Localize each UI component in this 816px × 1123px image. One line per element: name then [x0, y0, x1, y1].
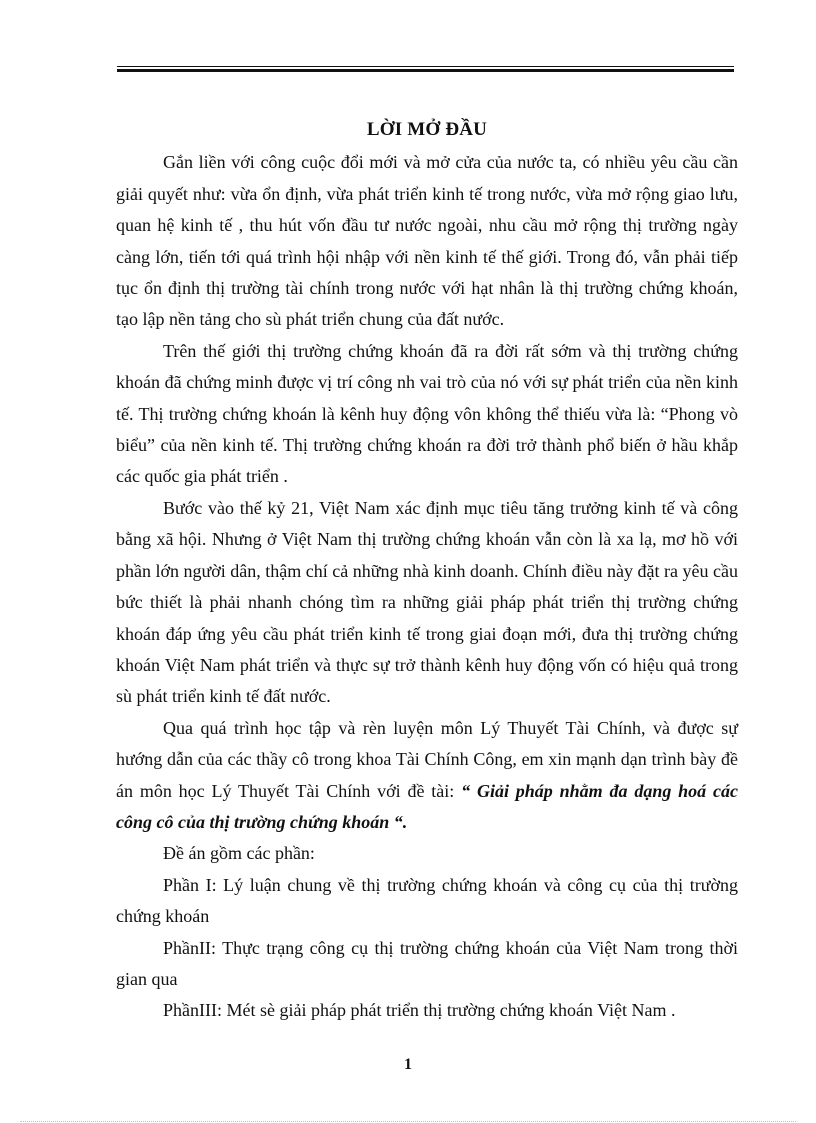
header-rule-thick [117, 69, 734, 72]
part-3: PhầnIII: Mét sè giải pháp phát triển thị trường chứng khoán Việt Nam . [163, 1000, 676, 1021]
document-title: LỜI MỞ ĐẦU [366, 119, 488, 140]
paragraph-4-text: Qua quá trình học tập và rèn luyện môn Lý Thuyết Tài Chính, và được sự hướng dẫn của các thầy cô trong khoa Tài Chính Công, em xin mạnh dạn trình bày đề án môn học Lý Thuyết Tài Chính với đề tài: [116, 717, 738, 801]
part-2: PhầnII: Thực trạng công cụ thị trường chứng khoán của Việt Nam trong thời gian qua [116, 937, 738, 989]
parts-intro: Đề án gồm các phần: [163, 843, 315, 864]
paragraph-1: Gắn liền với công cuộc đổi mới và mở cửa của nước ta, có nhiều yêu cầu cần giải quyết như: vừa ổn định, vừa phát triển kinh tế trong nước, vừa mở rộng giao lưu, quan hệ kinh tế , thu hút vốn đầu tư nước ngoài, nhu cầu mở rộng thị trường ngày càng lớn, tiến tới quá trình hội nhập với nền kinh tế thế giới. Trong đó, vẫn phải tiếp tục ổn định thị trường tài chính trong nước với hạt nhân là thị trường chứng khoán, tạo lập nền tảng cho sù phát triển chung của đất nước. [116, 152, 738, 330]
header-rule-thin [117, 66, 734, 67]
thesis-topic: “ Giải pháp nhằm đa dạng hoá các công cô của thị trường chứng khoán “. [116, 780, 738, 832]
page-bottom-border [20, 1121, 796, 1122]
page-number: 1 [404, 1056, 412, 1073]
paragraph-2: Trên thế giới thị trường chứng khoán đã ra đời rất sớm và thị trường chứng khoán đã chứng minh được vị trí công nh vai trò của nó với sự phát triển của nền kinh tế. Thị trường chứng khoán là kênh huy động vôn không thể thiếu vừa là: “Phong vò biểu” của nền kinh tế. Thị trường chứng khoán ra đời trở thành phổ biến ở hầu khắp các quốc gia phát triển . [116, 340, 738, 487]
part-1: Phần I: Lý luận chung về thị trường chứng khoán và công cụ của thị trường chứng khoán [116, 874, 738, 927]
paragraph-3: Bước vào thế kỷ 21, Việt Nam xác định mục tiêu tăng trưởng kinh tế và công bằng xã hội. Nhưng ở Việt Nam thị trường chứng khoán vẫn còn là xa lạ, mơ hồ với phần lớn người dân, thậm chí cả những nhà kinh doanh. Chính điều này đặt ra yêu cầu bức thiết là phải nhanh chóng tìm ra những giải pháp phát triển thị trường chứng khoán đáp ứng yêu cầu phát triển kinh tế trong giai đoạn mới, đưa thị trường chứng khoán Việt Nam phát triển và thực sự trở thành kênh huy động vốn có hiệu quả trong sù phát triển kinh tế đất nước. [116, 497, 738, 707]
paragraph-4 [116, 713, 738, 839]
document-body [116, 114, 738, 1027]
